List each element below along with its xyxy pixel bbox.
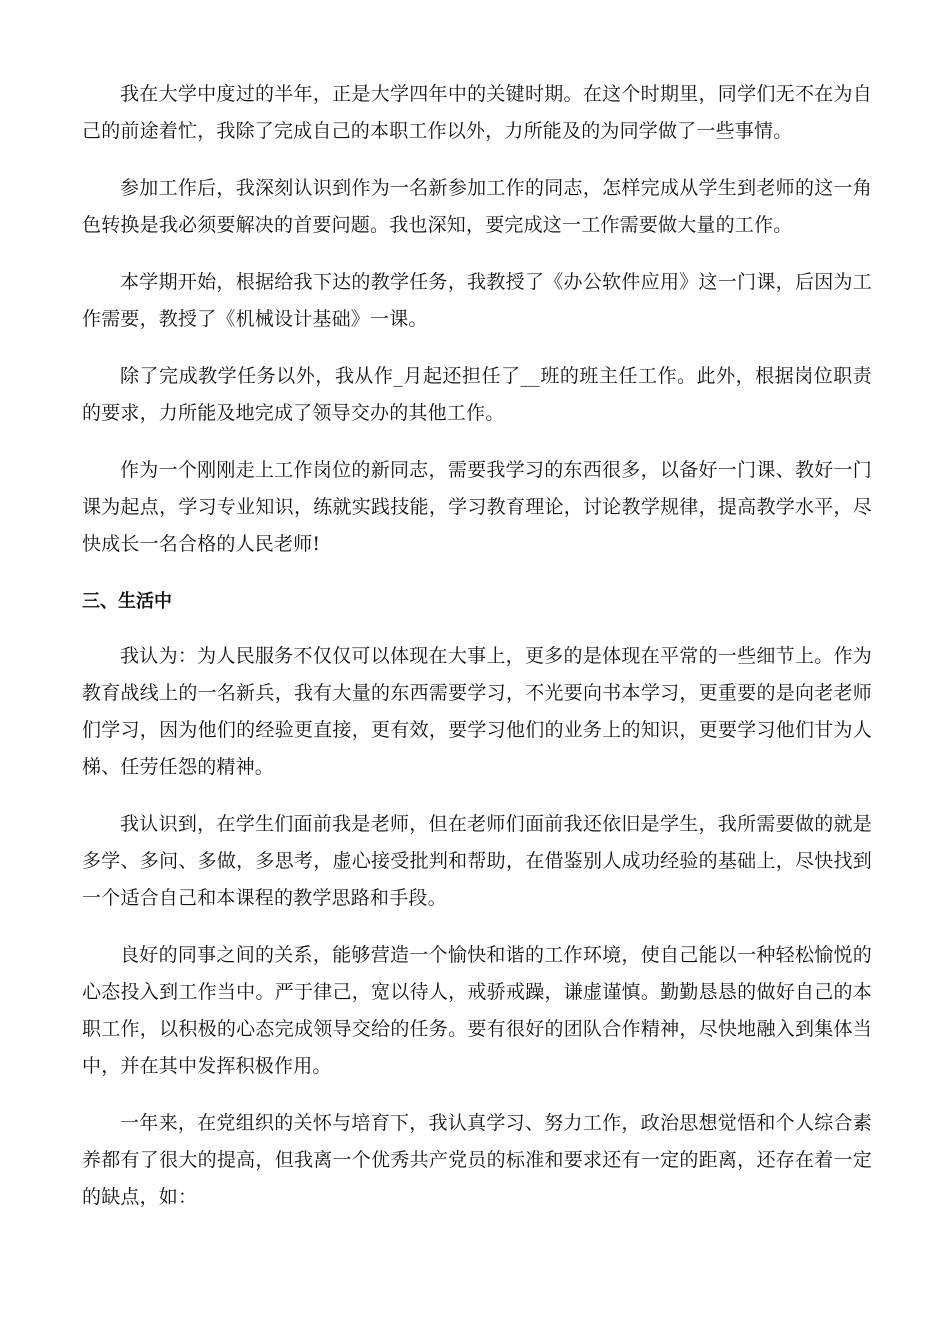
paragraph-class-teacher: 除了完成教学任务以外，我从作_月起还担任了__班的班主任工作。此外，根据岗位职责的要求，力所能及地完成了领导交办的其他工作。 [82,365,872,424]
paragraph-learning-goals: 作为一个刚刚走上工作岗位的新同志，需要我学习的东西很多，以备好一门课、教好一门课为起点，学习专业知识，练就实践技能，学习教育理论，讨论教学规律，提高教学水平，尽快成长一名合格的人民老师! [82,459,872,555]
paragraph-role-change: 参加工作后，我深刻认识到作为一名新参加工作的同志，怎样完成从学生到老师的这一角色转换是我必须要解决的首要问题。我也深知，要完成这一工作需要做大量的工作。 [82,177,872,236]
paragraph-teaching-courses: 本学期开始，根据给我下达的教学任务，我教授了《办公软件应用》这一门课，后因为工作需要，教授了《机械设计基础》一课。 [82,271,872,330]
paragraph-year-review: 一年来，在党组织的关怀与培育下，我认真学习、努力工作，政治思想觉悟和个人综合素养都有了很大的提高，但我离一个优秀共产党员的标准和要求还有一定的距离，还存在着一定的缺点，如： [82,1112,872,1208]
paragraph-half-year: 我在大学中度过的半年，正是大学四年中的关键时期。在这个时期里，同学们无不在为自己的前途着忙，我除了完成自己的本职工作以外，力所能及的为同学做了一些事情。 [82,83,872,142]
paragraph-serve-people: 我认为：为人民服务不仅仅可以体现在大事上，更多的是体现在平常的一些细节上。作为教育战线上的一名新兵，我有大量的东西需要学习，不光要向书本学习，更重要的是向老老师们学习，因为他们的经验更直接，更有效，要学习他们的业务上的知识，更要学习他们甘为人梯、任劳任怨的精神。 [82,645,872,778]
document-page [82,76,872,1236]
section-heading-life: 三、生活中 [82,591,172,612]
paragraph-student-teacher: 我认识到，在学生们面前我是老师，但在老师们面前我还依旧是学生，我所需要做的就是多学、多问、多做，多思考，虚心接受批判和帮助，在借鉴别人成功经验的基础上，尽快找到一个适合自己和本课程的教学思路和手段。 [82,813,872,909]
paragraph-colleague-relations: 良好的同事之间的关系，能够营造一个愉快和谐的工作环境，使自己能以一种轻松愉悦的心态投入到工作当中。严于律己，宽以待人，戒骄戒躁，谦虚谨慎。勤勤恳恳的做好自己的本职工作，以积极的心态完成领导交给的任务。要有很好的团队合作精神，尽快地融入到集体当中，并在其中发挥积极作用。 [82,944,872,1077]
